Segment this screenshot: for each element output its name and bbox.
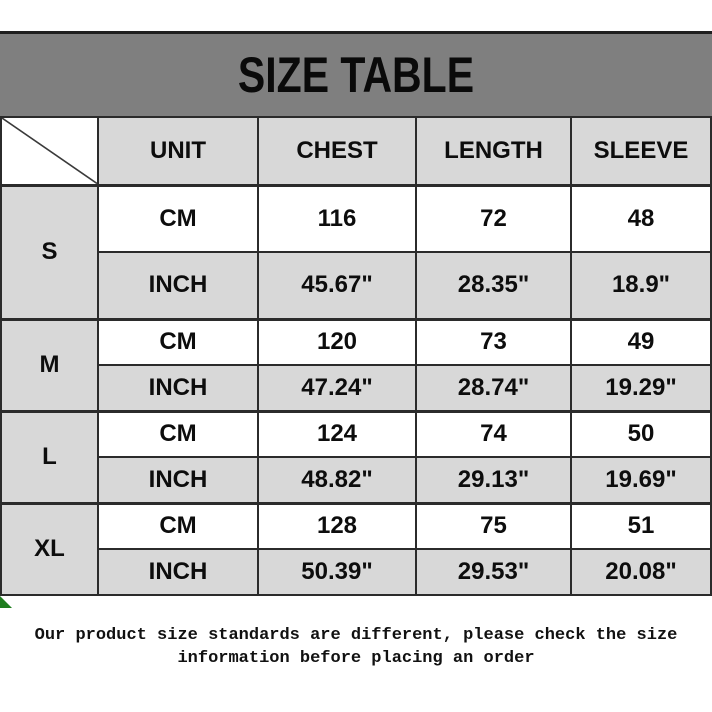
unit-cell-cm: CM (98, 411, 258, 457)
size-note-line1: Our product size standards are different, please check the size (34, 626, 678, 645)
measurement-cell: 48 (571, 185, 711, 252)
title-banner (0, 31, 712, 116)
column-header-row (1, 117, 711, 185)
green-corner-decoration (0, 596, 12, 608)
measurement-cell: 29.53" (416, 549, 571, 595)
measurement-cell: 124 (258, 411, 416, 457)
col-header-unit: UNIT (98, 117, 258, 185)
measurement-cell: 72 (416, 185, 571, 252)
col-header-length: LENGTH (416, 117, 571, 185)
unit-cell-cm: CM (98, 503, 258, 549)
unit-cell-inch: INCH (98, 549, 258, 595)
measurement-cell: 51 (571, 503, 711, 549)
measurement-cell: 18.9" (571, 252, 711, 319)
measurement-cell: 19.69" (571, 457, 711, 503)
measurement-cell: 128 (258, 503, 416, 549)
unit-cell-inch: INCH (98, 252, 258, 319)
measurement-cell: 28.35" (416, 252, 571, 319)
unit-cell-cm: CM (98, 185, 258, 252)
measurement-cell: 50 (571, 411, 711, 457)
measurement-cell: 20.08" (571, 549, 711, 595)
measurement-cell: 29.13" (416, 457, 571, 503)
table-row-m-cm (1, 319, 711, 365)
measurement-cell: 28.74" (416, 365, 571, 411)
table-row-xl-cm (1, 503, 711, 549)
measurement-cell: 19.29" (571, 365, 711, 411)
size-label-xl: XL (1, 503, 98, 595)
table-row-s-inch (1, 252, 711, 319)
measurement-cell: 45.67" (258, 252, 416, 319)
measurement-cell: 48.82" (258, 457, 416, 503)
size-label-l: L (1, 411, 98, 503)
measurement-cell: 73 (416, 319, 571, 365)
unit-cell-inch: INCH (98, 457, 258, 503)
size-label-s: S (1, 185, 98, 319)
corner-cell (1, 117, 98, 185)
measurement-cell: 50.39" (258, 549, 416, 595)
diagonal-line-icon (2, 118, 97, 184)
table-row-l-cm (1, 411, 711, 457)
size-table (0, 116, 712, 596)
size-note-line2: information before placing an order (177, 649, 535, 668)
unit-cell-cm: CM (98, 319, 258, 365)
table-row-m-inch (1, 365, 711, 411)
measurement-cell: 47.24" (258, 365, 416, 411)
measurement-cell: 49 (571, 319, 711, 365)
measurement-cell: 116 (258, 185, 416, 252)
measurement-cell: 75 (416, 503, 571, 549)
size-note (0, 624, 712, 670)
table-row-s-cm (1, 185, 711, 252)
measurement-cell: 120 (258, 319, 416, 365)
page-title: SIZE TABLE (237, 47, 475, 103)
size-label-m: M (1, 319, 98, 411)
unit-cell-inch: INCH (98, 365, 258, 411)
col-header-sleeve: SLEEVE (571, 117, 711, 185)
measurement-cell: 74 (416, 411, 571, 457)
col-header-chest: CHEST (258, 117, 416, 185)
table-row-xl-inch (1, 549, 711, 595)
table-row-l-inch (1, 457, 711, 503)
